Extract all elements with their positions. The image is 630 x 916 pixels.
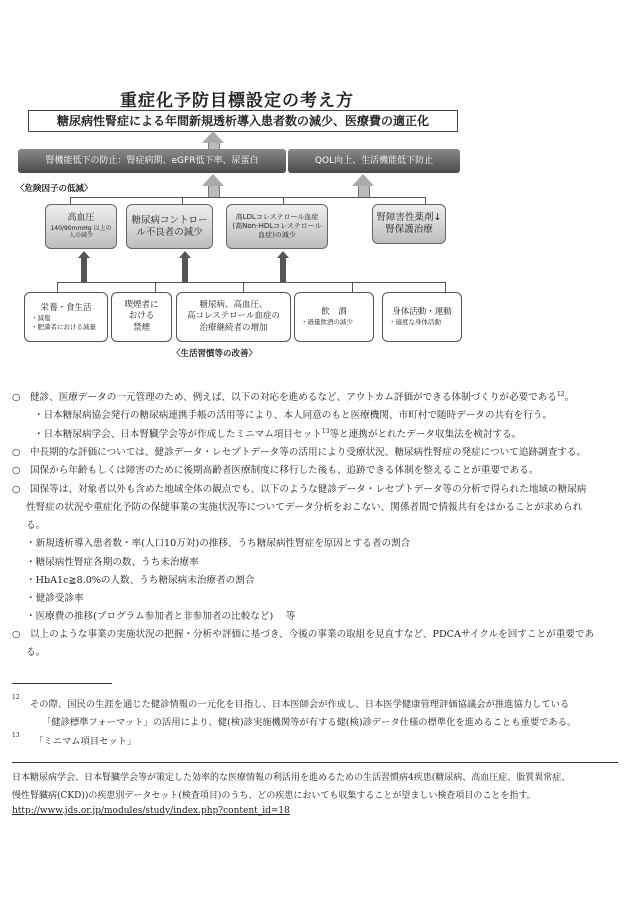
lifestyle-alcohol: 飲 酒 ・過量飲酒の減少	[294, 292, 374, 342]
lifestyle-treatment: 糖尿病、高血圧、 高コレステロール血症の 治療継続者の増加	[176, 292, 291, 342]
paragraph: ○ 国保から年齢もしくは障害のために後期高齢者医療制度に移行した後も、追跡できる体制を整えることが重要である。	[12, 465, 539, 476]
paragraph: ○ 国保等は、対象者以外も含めた地域全体の観点でも、以下のような健診データ・レセプトデータ等の分析で得られた地域の糖尿病	[12, 484, 587, 495]
outcome-qol: QOL向上、生活機能低下防止	[288, 149, 460, 173]
paragraph-cont: 性腎症の状況や重症化予防の保健事業の実施状況等についてデータ分析をおこない、関係者間で情報共有をはかることが求められ	[26, 502, 583, 513]
arrow-up-icon	[202, 174, 224, 186]
footnote-text: 日本糖尿病学会、日本腎臓学会等が策定した効率的な医療情報の利活用を進めるための生活習慣病4疾患(糖尿病、高血圧症、脂質異常症、	[12, 773, 571, 783]
diagram-title: 重症化予防目標設定の考え方	[120, 91, 354, 111]
footnote-divider	[12, 683, 112, 684]
arrow-up-icon	[280, 258, 286, 282]
list-item: ・糖尿病性腎症各期の数、うち未治療率	[26, 557, 199, 568]
arrow-up-icon	[202, 131, 224, 143]
risk-diabetes-control: 糖尿病コントロー ル不良者の減少	[126, 204, 213, 249]
divider	[12, 762, 618, 763]
paragraph-cont: る。	[26, 647, 46, 658]
risk-hypertension: 高血圧 140/90mmHg 以上の 人の減少	[45, 204, 117, 249]
paragraph: ○ 健診、医療データの一元管理のため、例えば、以下の対応を進めるなど、アウトカム評価ができる体制づくりが必要である$^{12}$。	[12, 390, 575, 403]
risk-nephrotoxic-drugs: 腎障害性薬剤↓ 腎保護治療	[372, 204, 446, 244]
footnote-text: 「ミニマム項目セット」	[34, 736, 137, 747]
goal-box: 糖尿病性腎症による年間新規透析導入患者数の減少、医療費の適正化	[28, 110, 458, 132]
list-item: ・医療費の推移(プログラム参加者と非参加者の比較など) 等	[26, 611, 296, 622]
risk-label: 〈危険因子の低減〉	[16, 184, 93, 194]
lifestyle-smoking: 喫煙者に おける 禁煙	[111, 292, 172, 342]
connector	[70, 197, 425, 198]
list-item: ・HbA1c≧8.0%の人数、うち糖尿病未治療者の割合	[26, 575, 255, 586]
risk-ldl: 高LDLコレステロール血症 (高Non-HDLコレステロール 血症)の減少	[226, 204, 328, 249]
paragraph: ○ 中長期的な評価については、健診データ・レセプトデータ等の活用により受療状況、糖尿病性腎症の発症について追跡調査する。	[12, 447, 587, 458]
footnote-number: 13	[12, 732, 20, 739]
bullet: ・日本糖尿病学会、日本腎臓学会等が作成したミニマム項目セット$^{13}$等と連携がとれたデータ収集法を検討する。	[34, 427, 522, 440]
footnote-number: 12	[12, 694, 20, 701]
lifestyle-nutrition: 栄養・食生活 ・減塩 ・肥満者における減量	[24, 292, 108, 342]
footnote-text: 「健診標準フォーマット」の活用により、健(検)診実施機関等が有する健(検)診データ仕様の標準化を進めることも重要である。	[42, 717, 577, 728]
reference-link[interactable]: http://www.jds.or.jp/modules/study/index.php?content_id=18	[12, 806, 290, 816]
outcome-kidney: 腎機能低下の防止：腎症病期、eGFR低下率、尿蛋白	[18, 149, 286, 173]
list-item: ・新規透析導入患者数・率(人口10万対)の推移、うち糖尿病性腎症を原因とする者の割合	[26, 538, 411, 549]
arrow-up-icon	[81, 258, 87, 282]
arrow-up-icon	[182, 258, 188, 282]
lifestyle-label: 〈生活習慣等の改善〉	[172, 349, 258, 359]
paragraph-cont: る。	[26, 520, 46, 531]
footnote-text: その際、国民の生涯を通じた健診情報の一元化を目指し、日本医師会が作成し、日本医学健康管理評価協議会が推進協力している	[30, 699, 570, 710]
connector	[57, 282, 445, 283]
footnote-text: 慢性腎臓病(CKD))の疾患別データセット(検査項目)のうち、どの疾患においても収集することが望ましい検査項目のことを指す。	[12, 791, 536, 801]
bullet: ・日本糖尿病協会発行の糖尿病連携手帳の活用等により、本人同意のもと医療機関、市町村で随時データの共有を行う。	[34, 410, 553, 421]
lifestyle-exercise: 身体活動・運動 ・適度な身体活動	[382, 292, 462, 342]
list-item: ・健診受診率	[26, 593, 84, 604]
paragraph: ○ 以上のような事業の実施状況の把握・分析や評価に基づき、今後の事業の取組を見直すなど、PDCAサイクルを回すことが重要であ	[12, 629, 595, 640]
arrow-up-icon	[352, 174, 374, 186]
